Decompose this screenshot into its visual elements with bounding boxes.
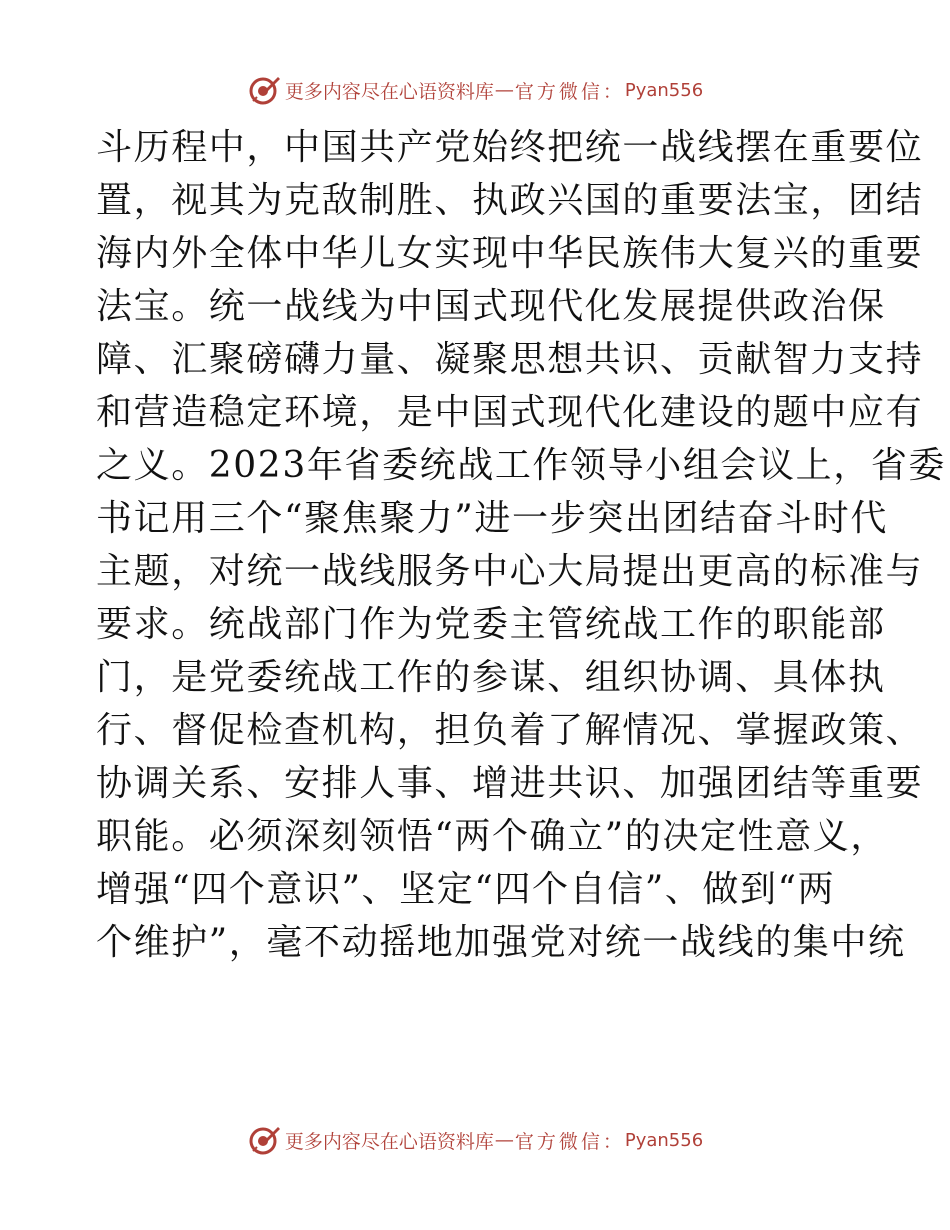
pen-logo-icon — [247, 73, 281, 107]
text-line: 行、督促检查机构，担负着了解情况、掌握政策、 — [96, 710, 924, 751]
text-line: 法宝。统一战线为中国式现代化发展提供政治保 — [96, 286, 886, 327]
watermark-title: 更多内容尽在心语资料库 — [284, 80, 494, 103]
text-line: 门，是党委统战工作的参谋、组织协调、具体执 — [96, 657, 886, 698]
text-line: 要求。统战部门作为党委主管统战工作的职能部 — [96, 604, 886, 645]
text-line: 海内外全体中华儿女实现中华民族伟大复兴的重要 — [96, 233, 924, 274]
header-watermark — [0, 70, 950, 110]
watermark-wechat-label: 官方微信： — [514, 80, 625, 103]
text-line: 书记用三个“聚焦聚力”进一步突出团结奋斗时代 — [96, 498, 889, 539]
text-line: 协调关系、安排人事、增进共识、加强团结等重要 — [96, 763, 924, 804]
body-paragraph — [96, 121, 947, 969]
watermark-title: 更多内容尽在心语资料库 — [284, 1130, 494, 1153]
text-line: 增强“四个意识”、坚定“四个自信”、做到“两 — [96, 869, 836, 910]
footer-watermark — [0, 1120, 950, 1160]
text-line: 斗历程中，中国共产党始终把统一战线摆在重要位 — [96, 127, 924, 168]
text-line: 障、汇聚磅礴力量、凝聚思想共识、贡献智力支持 — [96, 339, 924, 380]
watermark-separator: — — [494, 1129, 514, 1151]
pen-logo-icon — [247, 1123, 281, 1157]
text-line: 主题，对统一战线服务中心大局提出更高的标准与 — [96, 551, 924, 592]
text-line: 个维护”，毫不动摇地加强党对统一战线的集中统 — [96, 922, 906, 963]
text-line: 职能。必须深刻领悟“两个确立”的决定性意义， — [96, 816, 889, 857]
text-line: 之义。2023年省委统战工作领导小组会议上，省委 — [96, 445, 947, 486]
watermark-separator: — — [494, 79, 514, 101]
watermark-wechat-id: Pyan556 — [624, 79, 704, 101]
watermark-wechat-id: Pyan556 — [624, 1129, 704, 1151]
text-line: 置，视其为克敌制胜、执政兴国的重要法宝，团结 — [96, 180, 924, 221]
text-line: 和营造稳定环境，是中国式现代化建设的题中应有 — [96, 392, 924, 433]
watermark-wechat-label: 官方微信： — [514, 1130, 625, 1153]
